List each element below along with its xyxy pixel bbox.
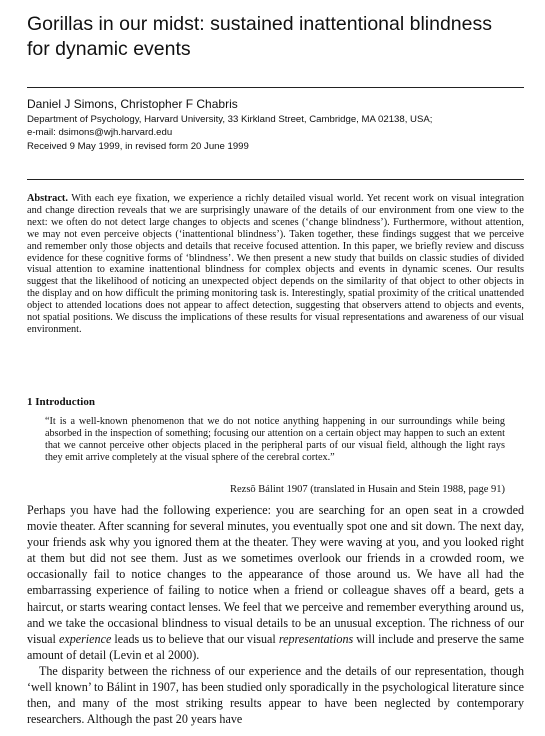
abstract [27,193,524,336]
paragraph-1-emphasis-experience: experience [58,631,112,646]
epigraph-quote: “It is a well-known phenomenon that we do not notice anything happening in our surroundings while being absorbed in the inspection of something; focusing our attention on a certain object may happen to such an extent that we cannot perceive other objects placed in the peripheral parts of our visual field, although the light rays they emit arrive completely at the visual sphere of the cerebral cortex.” [45,416,505,463]
paragraph-1 [27,502,524,663]
paragraph-1-part-c: will include and preserve the same amount of detail (Levin et al 2000). [27,631,525,662]
author-metadata [27,113,432,153]
title-divider [27,87,524,88]
paragraph-2: The disparity between the richness of our experience and the details of our representation, though ‘well known’ to Bálint in 1907, has been studied only sporadically in the psychological literature since then, and many of the most striking results appear to have been neglected by contemporary researchers. Although the past 20 years have [27,663,524,727]
affiliation: Department of Psychology, Harvard University, 33 Kirkland Street, Cambridge, MA 02138, USA; [27,114,433,125]
email-address: e-mail: dsimons@wjh.harvard.edu [27,127,173,139]
paragraph-1-part-b: leads us to believe that our visual [114,631,276,646]
paragraph-1-emphasis-representations: representations [278,631,354,646]
received-dates: Received 9 May 1999, in revised form 20 June 1999 [27,140,249,152]
author-list: Daniel J Simons, Christopher F Chabris [27,97,238,111]
abstract-label: Abstract. [27,193,68,204]
title-line-1: Gorillas in our midst: sustained inattentional blindness [27,13,493,35]
body-text [27,502,524,727]
paragraph-1-part-a: Perhaps you have had the following experience: you are searching for an open seat in a crowded movie theater. After scanning for several minutes, you eventually spot one and sit down. The next day, your friends ask why you ignored them at the theater. They were waving at you, and you looked right at them but did not see them. Just as we sometimes overlook our friends in a crowded room, we occasionally fail to notice changes to the appearance of those around us. We have all had the embarrassing experience of failing to notice when a friend or colleague shaves off a beard, gets a haircut, or starts wearing contact lenses. We feel that we perceive and remember everything around us, and we take the occasional blindness to visual details to be an unusual exception. The richness of our visual [27,503,524,646]
paper-title [27,12,527,62]
section-heading: 1 Introduction [27,396,95,408]
title-line-2: for dynamic events [27,38,191,60]
quote-attribution: Rezsõ Bálint 1907 (translated in Husain and Stein 1988, page 91) [230,484,505,495]
abstract-divider [27,179,524,180]
abstract-text: With each eye fixation, we experience a richly detailed visual world. Yet recent work on visual integration and change direction reveals that we are surprisingly unaware of the details of our environment from one view to the next: we often do not detect large changes to objects and scenes (‘change blindness’). Furthermore, without attention, we may not even perceive objects (‘inattentional blindness’). Taken together, these findings suggest that we perceive and remember only those objects and details that receive focused attention. In this paper, we briefly review and discuss evidence for these cognitive forms of ‘blindness’. We then present a new study that builds on classic studies of divided visual attention to examine inattentional blindness for complex objects and events in dynamic scenes. Our results suggest that the likelihood of noticing an unexpected object depends on the similarity of that object to other objects in the display and on how difficult the priming monitoring task is. Interestingly, spatial proximity of the critical unattended object to attended locations does not appear to affect detection, suggesting that observers attend to objects and events, not spatial positions. We discuss the implications of these results for visual representations and awareness of our visual environment. [27,193,525,335]
